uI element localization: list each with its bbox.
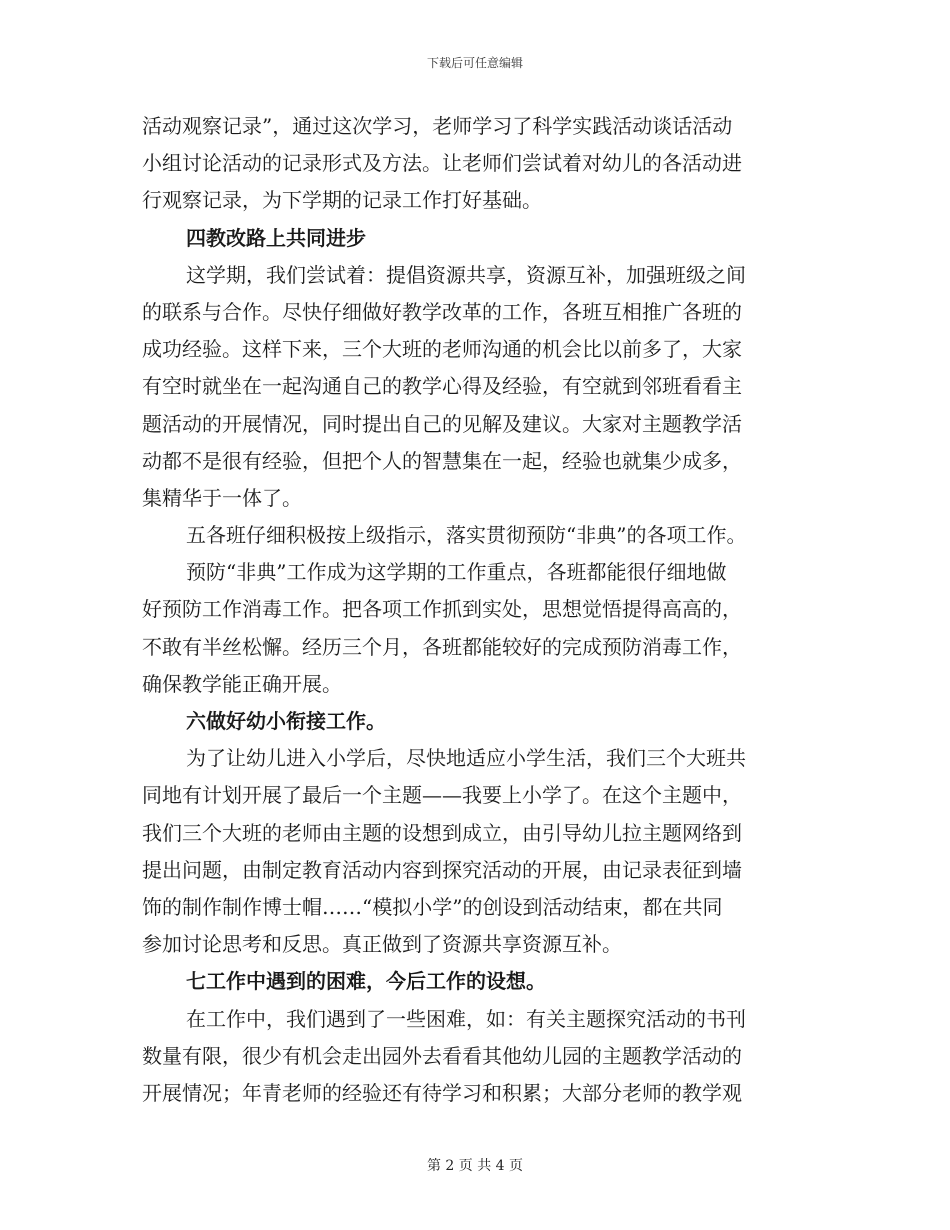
paragraph-line: 题活动的开展情况，同时提出自己的见解及建议。大家对主题教学活 bbox=[142, 411, 742, 436]
paragraph-line: 参加讨论思考和反思。真正做到了资源共享资源互补。 bbox=[142, 932, 622, 957]
section-heading: 六做好幼小衔接工作。 bbox=[186, 709, 386, 733]
paragraph-line: 开展情况；年青老师的经验还有待学习和积累；大部分老师的教学观 bbox=[142, 1080, 742, 1105]
paragraph-line: 成功经验。这样下来，三个大班的老师沟通的机会比以前多了，大家 bbox=[142, 337, 742, 362]
document-body bbox=[142, 108, 822, 1112]
paragraph-line: 不敢有半丝松懈。经历三个月，各班都能较好的完成预防消毒工作， bbox=[142, 634, 742, 659]
paragraph-line: 确保教学能正确开展。 bbox=[142, 671, 342, 696]
paragraph-line: 提出问题，由制定教育活动内容到探究活动的开展，由记录表征到墙 bbox=[142, 857, 742, 882]
paragraph-line: 数量有限，很少有机会走出园外去看看其他幼儿园的主题教学活动的 bbox=[142, 1043, 742, 1068]
section-heading: 七工作中遇到的困难，今后工作的设想。 bbox=[186, 969, 546, 994]
paragraph-line: 同地有计划开展了最后一个主题——我要上小学了。在这个主题中， bbox=[142, 783, 742, 808]
paragraph-line: 饰的制作制作博士帽……“模拟小学”的创设到活动结束，都在共同 bbox=[142, 894, 723, 919]
paragraph-line: 的联系与合作。尽快仔细做好教学改革的工作，各班互相推广各班的 bbox=[142, 299, 742, 324]
paragraph-line: 有空时就坐在一起沟通自己的教学心得及经验，有空就到邻班看看主 bbox=[142, 374, 742, 399]
section-heading: 四教改路上共同进步 bbox=[186, 225, 366, 250]
paragraph-line: 好预防工作消毒工作。把各项工作抓到实处，思想觉悟提得高高的， bbox=[142, 597, 742, 622]
page-header: 下载后可任意编辑 bbox=[426, 56, 523, 70]
paragraph-line: 预防“非典”工作成为这学期的工作重点，各班都能很仔细地做 bbox=[186, 560, 727, 585]
paragraph-line: 活动观察记录”，通过这次学习，老师学习了科学实践活动谈话活动 bbox=[142, 114, 733, 138]
paragraph-line: 五各班仔细积极按上级指示，落实贯彻预防“非典”的各项工作。 bbox=[186, 523, 747, 548]
paragraph-line: 行观察记录，为下学期的记录工作打好基础。 bbox=[142, 188, 542, 213]
paragraph-line: 这学期，我们尝试着：提倡资源共享，资源互补，加强班级之间 bbox=[186, 262, 746, 287]
paragraph-line: 我们三个大班的老师由主题的设想到成立，由引导幼儿拉主题网络到 bbox=[142, 820, 742, 845]
paragraph-line: 动都不是很有经验，但把个人的智慧集在一起，经验也就集少成多， bbox=[142, 448, 742, 473]
paragraph-line: 为了让幼儿进入小学后，尽快地适应小学生活，我们三个大班共 bbox=[186, 746, 746, 771]
paragraph-line: 集精华于一体了。 bbox=[142, 485, 302, 510]
paragraph-line: 小组讨论活动的记录形式及方法。让老师们尝试着对幼儿的各活动进 bbox=[142, 151, 742, 176]
page-footer: 第 2 页 共 4 页 bbox=[426, 1158, 524, 1174]
paragraph-line: 在工作中，我们遇到了一些困难，如：有关主题探究活动的书刊 bbox=[186, 1006, 746, 1031]
